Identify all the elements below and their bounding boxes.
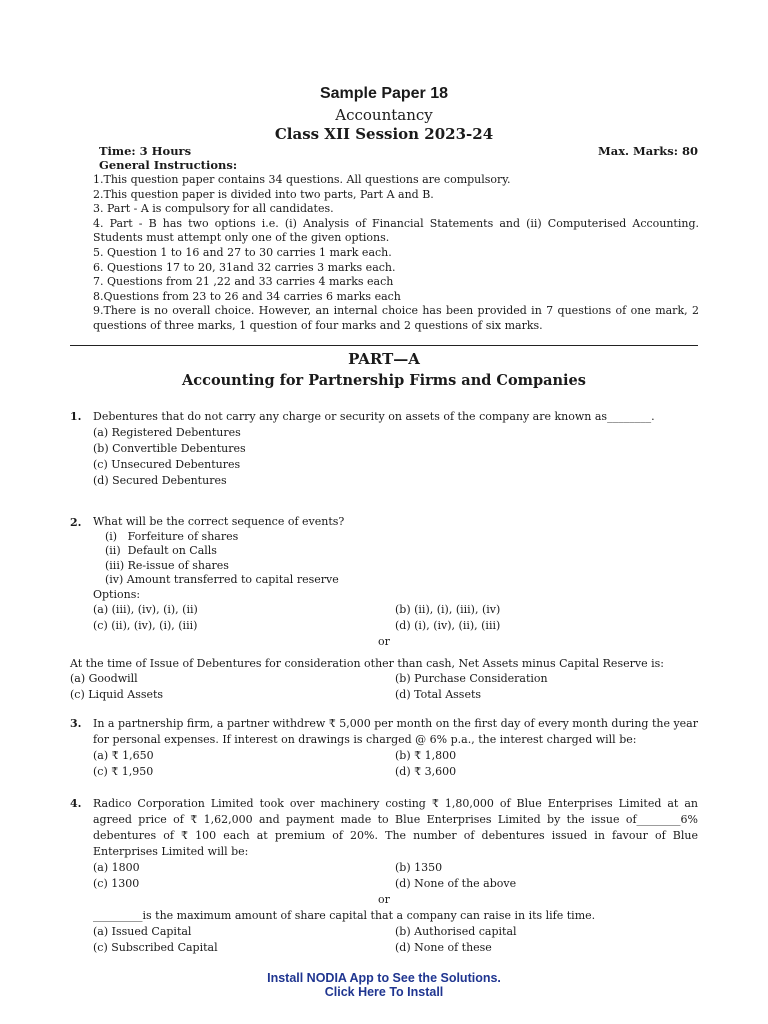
max-marks-label: Max. Marks: 80	[598, 144, 698, 158]
option: (b) Convertible Debentures	[93, 442, 246, 455]
or-separator: or	[378, 634, 390, 648]
option: (a) ₹ 1,650	[93, 749, 154, 762]
option-row	[93, 764, 698, 780]
instruction-item: 4. Part - B has two options i.e. (i) Analysis of Financial Statements and (ii) Computerised Accounting. Students must attempt only one of the given options.	[93, 216, 699, 245]
question-4	[70, 796, 698, 956]
options-label: Options:	[93, 587, 141, 601]
instruction-item: 8.Questions from 23 to 26 and 34 carries 6 marks each	[93, 289, 401, 303]
option-row	[70, 672, 698, 688]
subject-heading: Accountancy	[335, 106, 433, 124]
option: (c) 1300	[93, 877, 140, 890]
instruction-item: 5. Question 1 to 16 and 27 to 30 carries 1 mark each.	[93, 245, 392, 259]
or-separator: or	[378, 893, 390, 906]
option: (d) None of these	[395, 941, 492, 954]
option-row	[93, 619, 698, 635]
question-number: 1.	[70, 410, 82, 423]
option: (d) Total Assets	[395, 687, 482, 701]
question-number: 3.	[70, 717, 82, 730]
option: (a) Issued Capital	[93, 925, 192, 938]
question-text: What will be the correct sequence of events?	[93, 515, 345, 528]
install-app-banner[interactable]	[0, 971, 768, 999]
option: (c) (ii), (iv), (i), (iii)	[93, 618, 198, 632]
option: (b) Purchase Consideration	[395, 671, 548, 685]
question-number: 2.	[70, 516, 82, 529]
event-item: (ii) Default on Calls	[105, 544, 217, 558]
alternate-question-text: At the time of Issue of Debentures for consideration other than cash, Net Assets minus Capital Reserve is:	[70, 657, 664, 671]
time-marks-row	[99, 144, 698, 158]
question-text: Debentures that do not carry any charge or security on assets of the company are known as________.	[93, 410, 655, 423]
general-instructions-label: General Instructions:	[99, 158, 238, 172]
option: (b) ₹ 1,800	[395, 749, 457, 762]
option-row	[93, 876, 698, 892]
option: (c) Liquid Assets	[70, 687, 164, 701]
option-row	[93, 940, 698, 956]
instruction-item: 1.This question paper contains 34 questions. All questions are compulsory.	[93, 173, 511, 186]
install-app-text[interactable]: Install NODIA App to See the Solutions.	[267, 971, 501, 985]
click-to-install-link[interactable]: Click Here To Install	[324, 985, 444, 999]
question-text: Radico Corporation Limited took over machinery costing ₹ 1,80,000 of Blue Enterprises Limited at an agreed price of ₹ 1,62,000 and payment made to Blue Enterprises Limited by the issue of________6% debentures of ₹ 100 each at premium of 20%. The number of debentures issued in favour of Blue Enterprises Limited will be:	[93, 797, 698, 858]
option: (c) ₹ 1,950	[93, 765, 154, 778]
class-session-heading: Class XII Session 2023-24	[274, 125, 494, 143]
option: (d) (i), (iv), (ii), (iii)	[395, 618, 501, 632]
question-number: 4.	[70, 797, 82, 810]
option: (a) (iii), (iv), (i), (ii)	[93, 602, 198, 616]
question-1	[70, 409, 698, 489]
option: (b) (ii), (i), (iii), (iv)	[395, 602, 501, 616]
paper-title: Sample Paper 18	[319, 85, 449, 102]
option-row	[93, 748, 698, 764]
option: (d) ₹ 3,600	[395, 765, 457, 778]
option: (a) Registered Debentures	[93, 426, 241, 439]
event-item: (iv) Amount transferred to capital reserve	[105, 573, 339, 587]
instruction-item: 3. Part - A is compulsory for all candidates.	[93, 202, 334, 216]
option: (a) Goodwill	[70, 671, 138, 685]
option-row	[93, 860, 698, 876]
instruction-item: 6. Questions 17 to 20, 31and 32 carries 3 marks each.	[93, 260, 396, 274]
option-row	[70, 688, 698, 704]
part-title: PART—A	[348, 350, 420, 368]
instruction-item: 7. Questions from 21 ,22 and 33 carries 4 marks each	[93, 275, 394, 289]
question-2	[70, 515, 698, 704]
option: (b) Authorised capital	[395, 925, 517, 938]
option: (b) 1350	[395, 861, 443, 874]
option-row	[93, 924, 698, 940]
part-subtitle: Accounting for Partnership Firms and Companies	[182, 372, 586, 389]
time-label: Time: 3 Hours	[99, 144, 192, 158]
event-item: (i) Forfeiture of shares	[105, 529, 239, 543]
instruction-item: 2.This question paper is divided into two parts, Part A and B.	[93, 187, 434, 201]
question-3	[70, 716, 698, 780]
option: (d) None of the above	[395, 877, 517, 890]
option: (d) Secured Debentures	[93, 474, 227, 487]
event-item: (iii) Re-issue of shares	[105, 558, 229, 572]
section-divider	[70, 345, 698, 346]
option: (c) Unsecured Debentures	[93, 458, 241, 471]
option-row	[93, 603, 698, 619]
instruction-item: 9.There is no overall choice. However, an internal choice has been provided in 7 questions of one mark, 2 questions of three marks, 1 question of four marks and 2 questions of six marks.	[93, 304, 699, 332]
instructions-list	[93, 173, 699, 334]
option: (c) Subscribed Capital	[93, 941, 218, 954]
question-text: In a partnership firm, a partner withdrew ₹ 5,000 per month on the first day of every month during the year for personal expenses. If interest on drawings is charged @ 6% p.a., the interest charged will be:	[93, 717, 698, 746]
option: (a) 1800	[93, 861, 140, 874]
alternate-question-text: _________is the maximum amount of share capital that a company can raise in its life time.	[93, 909, 596, 922]
